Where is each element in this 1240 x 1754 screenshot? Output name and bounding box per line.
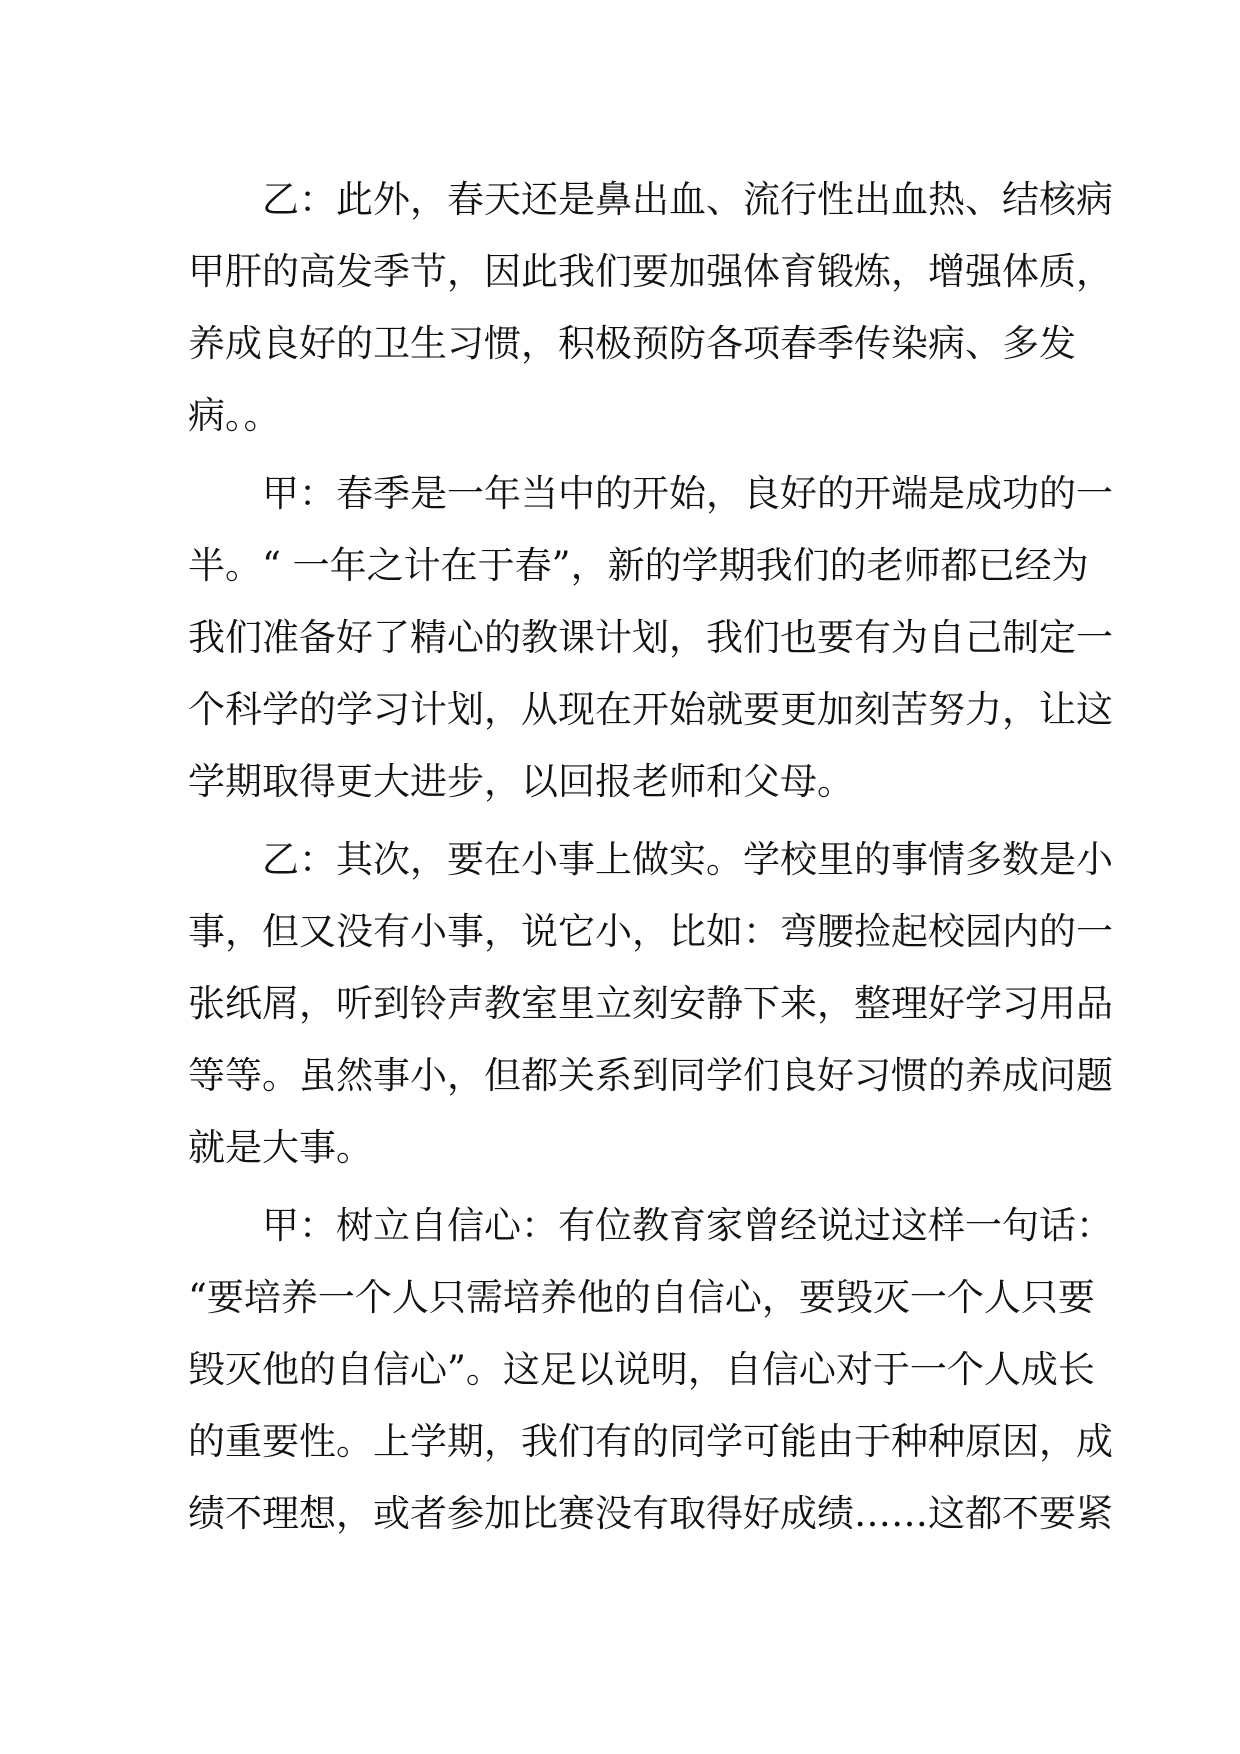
paragraph-4-line-4: 的重要性。上学期，我们有的同学可能由于种种原因，成 bbox=[188, 1420, 1113, 1463]
paragraph-3-line-4: 等等。虽然事小，但都关系到同学们良好习惯的养成问题 bbox=[188, 1054, 1113, 1097]
paragraph-3-line-3: 张纸屑，听到铃声教室里立刻安静下来，整理好学习用品 bbox=[188, 982, 1113, 1025]
paragraph-2-line-2: 半。“ 一年之计在于春”，新的学期我们的老师都已经为 bbox=[188, 544, 1089, 587]
paragraph-2-line-1: 甲：春季是一年当中的开始，良好的开端是成功的一 bbox=[262, 472, 1113, 515]
paragraph-1-line-3: 养成良好的卫生习惯，积极预防各项春季传染病、多发 bbox=[188, 322, 1076, 365]
paragraph-4-line-1: 甲：树立自信心：有位教育家曾经说过这样一句话： bbox=[262, 1204, 1113, 1247]
paragraph-3-line-5: 就是大事。 bbox=[188, 1126, 373, 1169]
paragraph-2-line-3: 我们准备好了精心的教课计划，我们也要有为自己制定一 bbox=[188, 616, 1113, 659]
paragraph-4-line-5: 绩不理想，或者参加比赛没有取得好成绩……这都不要紧 bbox=[188, 1492, 1113, 1535]
paragraph-1-line-4: 病。。 bbox=[188, 394, 281, 437]
paragraph-4-line-3: 毁灭他的自信心”。这足以说明，自信心对于一个人成长 bbox=[188, 1348, 1095, 1391]
paragraph-3-line-1: 乙：其次，要在小事上做实。学校里的事情多数是小 bbox=[262, 838, 1113, 881]
paragraph-3-line-2: 事，但又没有小事，说它小，比如：弯腰捡起校园内的一 bbox=[188, 910, 1113, 953]
paragraph-1-line-1: 乙：此外，春天还是鼻出血、流行性出血热、结核病 bbox=[262, 178, 1113, 221]
paragraph-1-line-2: 甲肝的高发季节，因此我们要加强体育锻炼，增强体质， bbox=[188, 250, 1113, 293]
paragraph-2-line-5: 学期取得更大进步，以回报老师和父母。 bbox=[188, 760, 854, 803]
paragraph-2-line-4: 个科学的学习计划，从现在开始就要更加刻苦努力，让这 bbox=[188, 688, 1113, 731]
paragraph-4-line-2: “要培养一个人只需培养他的自信心，要毁灭一个人只要 bbox=[188, 1276, 1095, 1319]
